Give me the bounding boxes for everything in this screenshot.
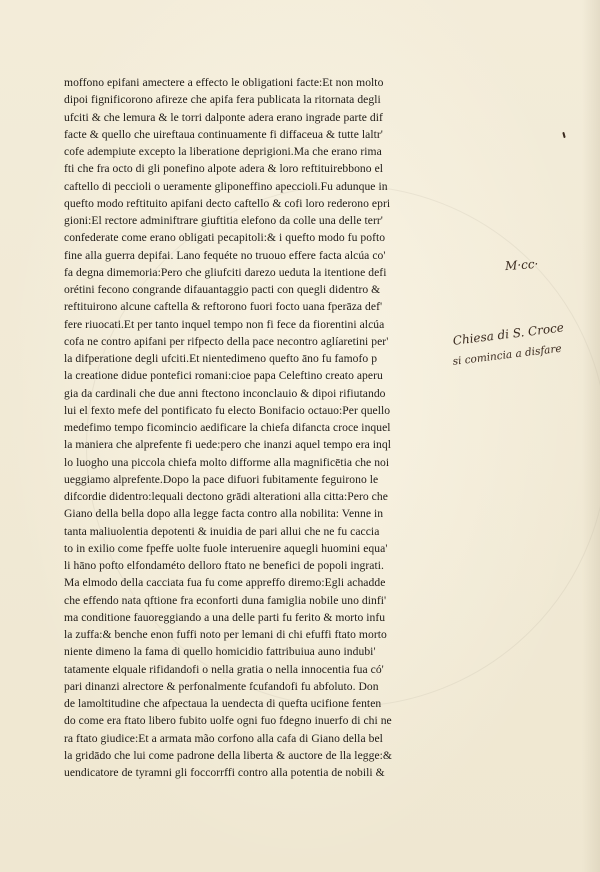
text-line: de lamoltitudine che afpectaua la uendecta di quefta ucifione fenten	[64, 697, 382, 710]
text-line: cofe adempiute excepto la liberatione deprigioni.Ma che erano rima	[64, 145, 382, 158]
text-line: fti che fra octo di gli ponefino alpote adera & loro reftituirebbono el	[64, 162, 384, 176]
text-line: gia da cardinali che due anni ftectono inconclauio & dipoi rifiutando	[64, 386, 386, 400]
text-line: Giano della bella dopo alla legge facta contro alla nobilita: Venne in	[64, 507, 384, 521]
text-line: lui el fexto mefe del pontificato fu electo Bonifacio octauo:Per quello	[64, 403, 391, 417]
text-line: lo luogho una piccola chiefa molto difforme alla magnificētia che noi	[64, 455, 390, 469]
text-line: Ma elmodo della cacciata fua fu come appreffo diremo:Egli achadde	[64, 576, 386, 590]
text-line: reftituirono alcune caftella & reftorono fuori focto uana fperāza def'	[64, 300, 383, 314]
text-line: ueggiamo alprefente.Dopo la pace difuori fubitamente feguirono le	[64, 472, 379, 486]
text-line: moffono epifani amectere a effecto le obligationi facte:Et non molto	[64, 76, 384, 89]
margin-annotation-note-line-1: Chiesa di S. Croce	[452, 320, 565, 348]
text-line: niente dimeno la fama di quello homicidio fattribuiua auno indubi'	[64, 645, 376, 659]
text-line: tatamente elquale rifidandofi o nella gratia o nella innocentia fua có'	[64, 662, 384, 676]
text-line: la difperatione degli ufciti.Et nientedimeno quefto āno fu famofo p	[64, 352, 378, 365]
text-line: dipoi fignificorono afireze che apifa fera publicata la ritornata degli	[64, 93, 381, 107]
text-line: la creatione didue pontefici romani:cioe papa Celeftino creato aperu	[64, 369, 383, 383]
text-line: ma conditione fauoreggiando a una delle parti fu ferito & morto infu	[64, 610, 386, 624]
text-line: ra ftato giudice:Et a armata mão corfono alla cafa di Giano della bel	[64, 731, 383, 745]
margin-annotation-year: M·cc·	[504, 256, 539, 274]
printed-text-block	[64, 74, 448, 781]
text-line: pari dinanzi alrectore & perfonalmente fcufandofi fu abfoluto. Don	[64, 679, 379, 693]
text-line: ufciti & che lemura & le torri dalponte adera erano ingrade parte dif	[64, 110, 383, 124]
text-line: to in exilio come fpeffe uolte fuole interuenire aquegli huomini equa'	[64, 541, 388, 555]
text-line: medefimo tempo ficomincio aedificare la chiefa difancta croce inquel	[64, 421, 391, 434]
text-line: fa degna dimemoria:Pero che gliufciti darezo ueduta la itentione defi	[64, 265, 387, 279]
margin-annotation-note-line-2: si comincia a disfare	[452, 342, 563, 368]
text-line: quefto modo reftituito apifani decto caftello & cofi loro rederono epri	[64, 196, 391, 210]
text-line: che effendo nata qftione fra econforti duna famiglia nobile uno dinfi'	[64, 593, 387, 607]
text-line: fere riuocati.Et per tanto inquel tempo non fi fece da fiorentini alcúa	[64, 317, 385, 331]
text-line: cofa ne contro apifani per rifpecto della pace necontro aglíaretini per'	[64, 334, 389, 348]
text-line: caftello di peccioli o ueramente gliponeffino apeccioli.Fu adunque in	[64, 179, 388, 193]
text-line: tanta maliuolentia depotenti & inuidia de pari allui che ne fu caccia	[64, 524, 380, 538]
text-line: confederate come erano obligati pecapitoli:& i quefto modo fu pofto	[64, 231, 386, 245]
text-line: la zuffa:& benche enon fuffi noto per lemani di chi efuffi ftato morto	[64, 628, 387, 641]
text-line: facte & quello che uireftaua continuamente fi diffaceua & tutte laltr'	[64, 127, 383, 141]
text-line: gioni:El rectore adminiftrare giuftitia elefono da colle una delle terr'	[64, 214, 383, 227]
text-line: do come era ftato libero fubito uolfe ogni fuo fdegno inuerfo di chi ne	[64, 714, 392, 728]
page-edge-shadow	[582, 0, 600, 872]
text-line: li hāno pofto elfondaméto delloro ftato ne benefici de popoli ingrati.	[64, 559, 384, 572]
text-line: fine alla guerra depifai. Lano fequéte no truouo effere facta alcúa co'	[64, 248, 386, 262]
text-line: orétini fecono congrande difauantaggio pacti con quegli didentro &	[64, 283, 381, 296]
text-line: la maniera che alprefente fi uede:pero che inanzi aquel tempo era inql	[64, 438, 391, 452]
text-line: uendicatore de tyramni gli foccorrffi contro alla potentia de nobili &	[64, 766, 385, 779]
text-line: la gridādo che lui come padrone della liberta & auctore de lla legge:&	[64, 748, 392, 762]
ink-mark	[562, 132, 565, 138]
text-line: difcordie didentro:lequali dectono grādi alterationi alla citta:Pero che	[64, 490, 388, 503]
